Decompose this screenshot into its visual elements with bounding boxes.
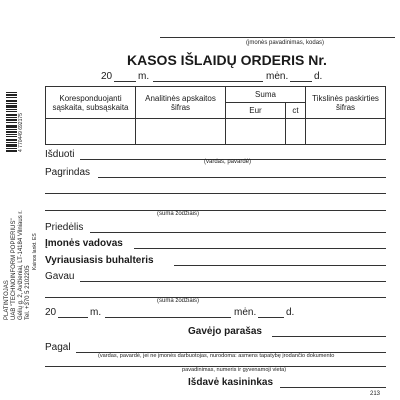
buhalteris-label: Vyriausiasis buhalteris xyxy=(45,255,154,266)
cell-purpose[interactable] xyxy=(306,119,386,145)
barcode xyxy=(6,92,17,152)
pagal-caption: (vardas, pavardė, jei ne įmonės darbuotojas, nurodoma: asmens tapatybę įrodančio dokumento xyxy=(98,353,335,359)
imones-vadovas-line[interactable] xyxy=(134,248,386,249)
priedelis-label: Priedėlis xyxy=(45,222,84,233)
suma-caption-2: (suma žodžiais) xyxy=(157,298,200,304)
gavau-label: Gavau xyxy=(45,271,75,282)
pagal-caption-2: pavadinimas, numeris ir gyvenamoji vieta) xyxy=(182,367,287,373)
pagal-label: Pagal xyxy=(45,342,71,353)
side-company: UAB "TECHNOINFORM POPIERIUS" xyxy=(11,218,17,320)
cell-account[interactable] xyxy=(46,119,136,145)
col-ct: ct xyxy=(286,103,306,119)
cell-eur[interactable] xyxy=(226,119,286,145)
suma-caption-1: (suma žodžiais) xyxy=(157,211,200,217)
form-number: 213 xyxy=(370,391,381,397)
header-date-d: d. xyxy=(314,71,323,82)
gavejo-parasas-label: Gavėjo parašas xyxy=(188,326,262,337)
isduoti-label: Išduoti xyxy=(45,149,75,160)
col-corresponding-account: Koresponduojanti sąskaita, subsąskaita xyxy=(46,87,136,119)
header-date-m: m. xyxy=(138,71,150,82)
col-sum: Suma xyxy=(226,87,306,103)
side-address: Gėlių g. 2, Avižieniai, LT-14184 Vilniaus r. xyxy=(18,210,24,320)
isdave-label: Išdavė kasininkas xyxy=(188,377,274,388)
side-distributor: PLATINTOJAS xyxy=(4,280,10,320)
col-eur: Eur xyxy=(226,103,286,119)
pagrindas-line[interactable] xyxy=(98,177,386,178)
col-analytic-code: Analitinės apskaitos šifras xyxy=(136,87,226,119)
priedelis-line[interactable] xyxy=(90,232,386,233)
side-price: Kainos lankt. ES xyxy=(32,233,38,270)
header-date-year: 20 xyxy=(101,71,113,82)
isduoti-caption: (vardas, pavardė) xyxy=(204,159,252,165)
buhalteris-line[interactable] xyxy=(174,265,386,266)
date-m: m. xyxy=(90,307,102,318)
pagrindas-label: Pagrindas xyxy=(45,167,91,178)
date-d: d. xyxy=(286,307,295,318)
gavau-line[interactable] xyxy=(80,281,386,282)
cell-ct[interactable] xyxy=(286,119,306,145)
company-caption: (įmonės pavadinimas, kodas) xyxy=(246,40,325,46)
date-year: 20 xyxy=(45,307,57,318)
col-purpose-code: Tikslinės paskirties šifras xyxy=(306,87,386,119)
barcode-number: 4 770449 692175 xyxy=(18,113,24,152)
gavejo-parasas-line[interactable] xyxy=(272,336,386,337)
isdave-line[interactable] xyxy=(280,387,386,388)
header-date-men: mėn. xyxy=(266,71,289,82)
page-title: KASOS IŠLAIDŲ ORDERIS Nr. xyxy=(127,52,327,68)
cell-analytic[interactable] xyxy=(136,119,226,145)
accounts-table xyxy=(45,86,386,145)
date-men: mėn. xyxy=(234,307,257,318)
side-phone: Tel. +370 5 2102205 xyxy=(25,265,31,320)
imones-vadovas-label: Įmonės vadovas xyxy=(45,238,123,249)
